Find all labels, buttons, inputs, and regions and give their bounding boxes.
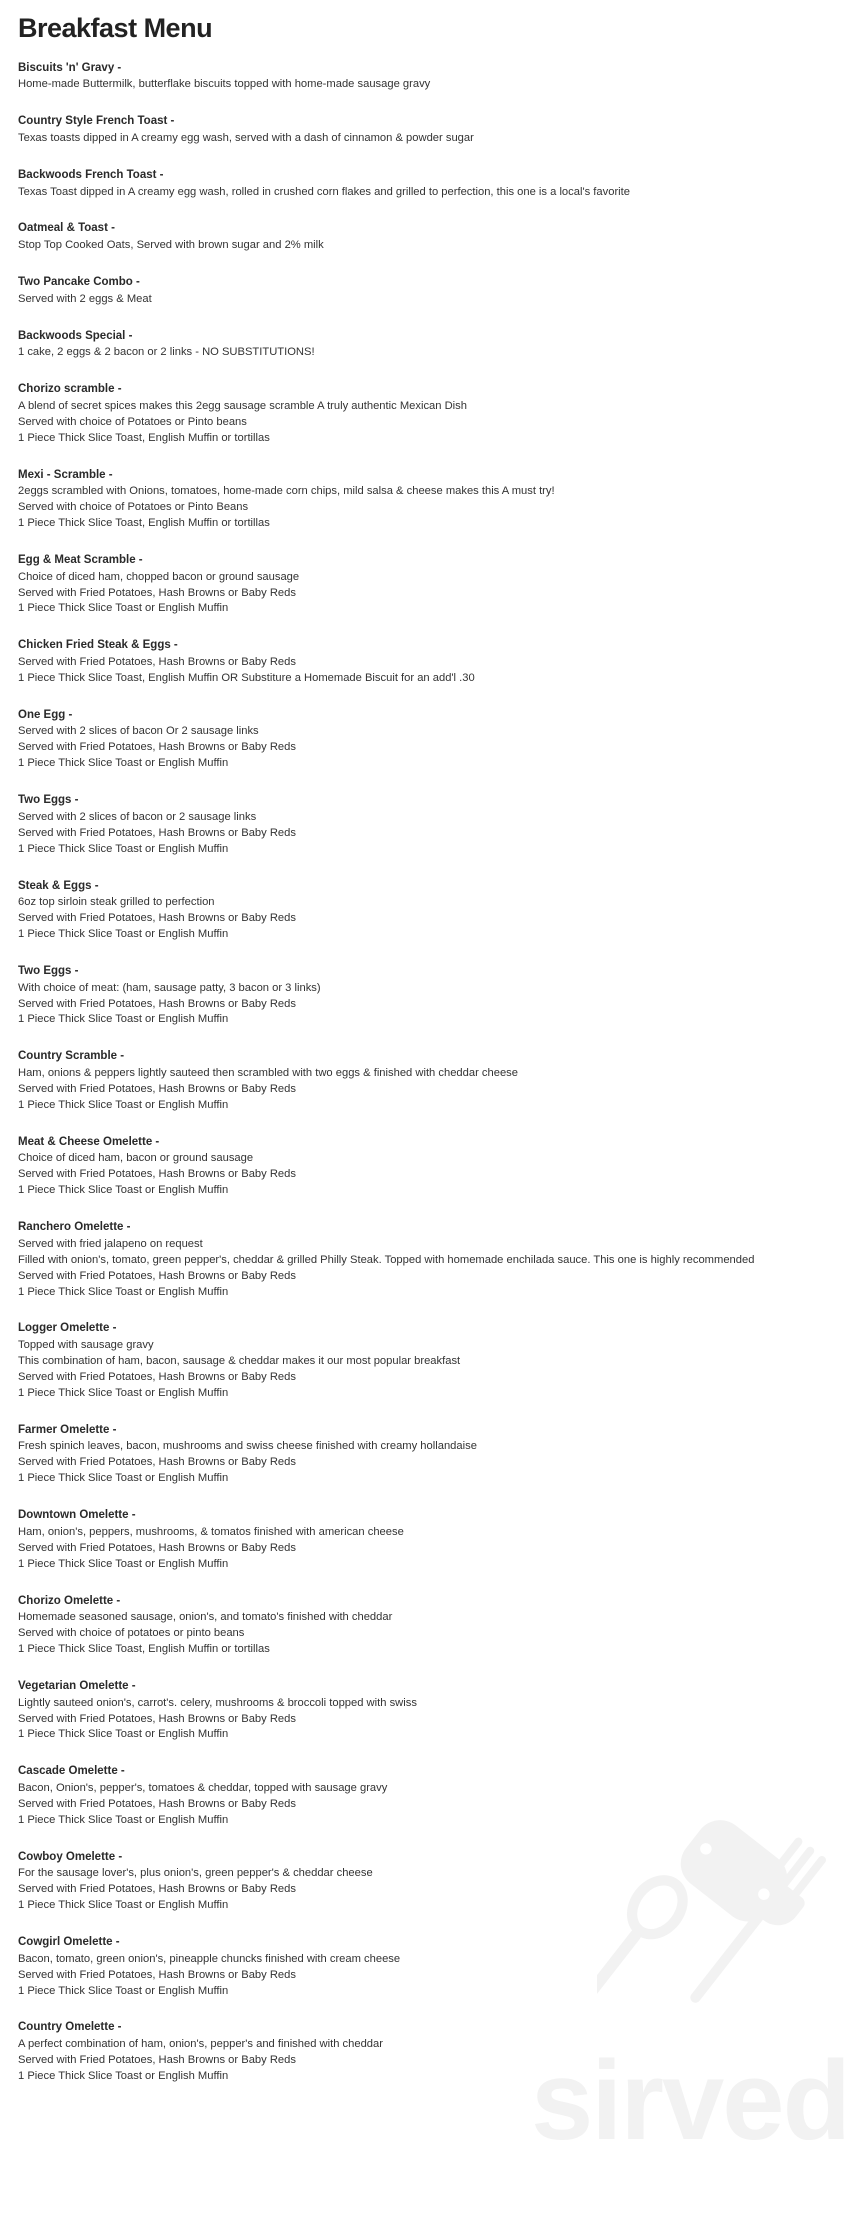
- menu-item-description-line: Served with 2 eggs & Meat: [18, 292, 152, 305]
- menu-item-description-line: 1 Piece Thick Slice Toast or English Muffin: [18, 1984, 229, 1997]
- menu-item-description-line: Served with Fried Potatoes, Hash Browns or Baby Reds: [18, 997, 296, 1010]
- menu-item-name: Cowboy Omelette -: [18, 1850, 123, 1863]
- menu-item-name: Chorizo scramble -: [18, 383, 122, 396]
- menu-item-name: Cascade Omelette -: [18, 1765, 125, 1778]
- menu-item-description-line: 1 Piece Thick Slice Toast or English Muffin: [18, 1184, 229, 1197]
- menu-item: [18, 792, 835, 857]
- menu-item: [18, 167, 835, 201]
- menu-item-name: Logger Omelette -: [18, 1322, 117, 1335]
- menu-item-name: Biscuits 'n' Gravy -: [18, 61, 122, 74]
- menu-item-description-line: 1 Piece Thick Slice Toast, English Muffin or tortillas: [18, 517, 270, 530]
- menu-item-description-line: 1 Piece Thick Slice Toast or English Muffin: [18, 1013, 229, 1026]
- menu-item-description-line: Bacon, tomato, green onion's, pineapple chuncks finished with cream cheese: [18, 1952, 401, 1965]
- menu-item: [18, 1593, 835, 1658]
- menu-item-name: Downtown Omelette -: [18, 1509, 136, 1522]
- menu-item-description-line: Served with choice of potatoes or pinto beans: [18, 1627, 245, 1640]
- menu-item-description-line: Served with Fried Potatoes, Hash Browns or Baby Reds: [18, 1883, 296, 1896]
- menu-item-description-line: Served with 2 slices of bacon or 2 sausage links: [18, 810, 257, 823]
- menu-item-description-line: Served with Fried Potatoes, Hash Browns or Baby Reds: [18, 1082, 296, 1095]
- menu-item-description-line: 1 Piece Thick Slice Toast or English Muffin: [18, 757, 229, 770]
- menu-item-description-line: A blend of secret spices makes this 2egg sausage scramble A truly authentic Mexican Dish: [18, 399, 467, 412]
- menu-item-name: Country Style French Toast -: [18, 115, 175, 128]
- menu-item: [18, 1678, 835, 1743]
- menu-item-description-line: 1 Piece Thick Slice Toast or English Muffin: [18, 1472, 229, 1485]
- menu-item-description-line: 1 Piece Thick Slice Toast, English Muffin OR Substiture a Homemade Biscuit for an add'l .30: [18, 671, 475, 684]
- menu-item-name: Ranchero Omelette -: [18, 1221, 131, 1234]
- menu-item-description-line: Served with Fried Potatoes, Hash Browns or Baby Reds: [18, 2054, 296, 2067]
- menu-item-name: Farmer Omelette -: [18, 1423, 117, 1436]
- menu-item-name: Egg & Meat Scramble -: [18, 553, 143, 566]
- menu-item: [18, 1422, 835, 1487]
- menu-item-description-line: Served with choice of Potatoes or Pinto Beans: [18, 501, 249, 514]
- menu-item-description-line: Served with Fried Potatoes, Hash Browns or Baby Reds: [18, 741, 296, 754]
- menu-item: [18, 60, 835, 94]
- menu-item-description-line: 1 Piece Thick Slice Toast or English Muffin: [18, 842, 229, 855]
- menu-item-description-line: 1 Piece Thick Slice Toast or English Muffin: [18, 928, 229, 941]
- menu-item-name: Backwoods Special -: [18, 329, 133, 342]
- menu-item-description-line: Texas Toast dipped in A creamy egg wash, rolled in crushed corn flakes and grilled to perfection, this one is a local's favorite: [18, 185, 630, 198]
- menu-item-description-line: Homemade seasoned sausage, onion's, and tomato's finished with cheddar: [18, 1611, 393, 1624]
- menu-item: [18, 878, 835, 943]
- menu-item: [18, 1507, 835, 1572]
- menu-item: [18, 328, 835, 362]
- menu-item: [18, 2019, 835, 2084]
- menu-item-description-line: Fresh spinich leaves, bacon, mushrooms and swiss cheese finished with creamy hollandaise: [18, 1440, 477, 1453]
- menu-item-description-line: 1 Piece Thick Slice Toast or English Muffin: [18, 2069, 229, 2082]
- menu-item-name: Chicken Fried Steak & Eggs -: [18, 639, 178, 652]
- menu-item-name: Two Pancake Combo -: [18, 276, 140, 288]
- menu-item-description-line: Served with Fried Potatoes, Hash Browns or Baby Reds: [18, 1269, 296, 1282]
- menu-item-description-line: 1 Piece Thick Slice Toast or English Muffin: [18, 602, 229, 615]
- menu-item: [18, 1219, 835, 1300]
- menu-item-description-line: Ham, onions & peppers lightly sauteed then scrambled with two eggs & finished with cheddar cheese: [18, 1067, 518, 1080]
- menu-item-description-line: Home-made Buttermilk, butterflake biscuits topped with home-made sausage gravy: [18, 78, 431, 91]
- menu-item-description-line: Served with Fried Potatoes, Hash Browns or Baby Reds: [18, 1541, 296, 1554]
- menu-item-name: Vegetarian Omelette -: [18, 1679, 136, 1692]
- menu-item-description-line: Bacon, Onion's, pepper's, tomatoes & cheddar, topped with sausage gravy: [18, 1781, 388, 1794]
- menu-item-description-line: With choice of meat: (ham, sausage patty, 3 bacon or 3 links): [18, 981, 321, 994]
- menu-item-description-line: 1 Piece Thick Slice Toast or English Muffin: [18, 1098, 229, 1111]
- menu-item: [18, 637, 835, 686]
- menu-item-description-line: 1 Piece Thick Slice Toast, English Muffin or tortillas: [18, 1643, 270, 1656]
- menu-item: [18, 707, 835, 772]
- menu-item-name: Country Omelette -: [18, 2021, 122, 2034]
- menu-item-name: Oatmeal & Toast -: [18, 222, 115, 235]
- menu-item-list: [18, 60, 835, 2085]
- menu-item-description-line: 1 Piece Thick Slice Toast, English Muffin or tortillas: [18, 431, 270, 444]
- menu-item: [18, 220, 835, 254]
- menu-item-name: Meat & Cheese Omelette -: [18, 1135, 160, 1148]
- menu-item-description-line: Served with Fried Potatoes, Hash Browns or Baby Reds: [18, 1370, 296, 1383]
- menu-item-description-line: Served with Fried Potatoes, Hash Browns or Baby Reds: [18, 912, 296, 925]
- menu-item-description-line: Served with Fried Potatoes, Hash Browns or Baby Reds: [18, 826, 296, 839]
- menu-item-description-line: Served with Fried Potatoes, Hash Browns or Baby Reds: [18, 1797, 296, 1810]
- menu-item-description-line: A perfect combination of ham, onion's, pepper's and finished with cheddar: [18, 2038, 383, 2051]
- menu-item-description-line: This combination of ham, bacon, sausage & cheddar makes it our most popular breakfast: [18, 1355, 461, 1368]
- menu-item-description-line: 2eggs scrambled with Onions, tomatoes, home-made corn chips, mild salsa & cheese makes this A must try!: [18, 485, 555, 498]
- menu-item-name: Chorizo Omelette -: [18, 1594, 121, 1607]
- menu-item: [18, 467, 835, 532]
- menu-item-name: One Egg -: [18, 708, 73, 721]
- menu-item: [18, 1320, 835, 1401]
- menu-item-description-line: 1 Piece Thick Slice Toast or English Muffin: [18, 1728, 229, 1741]
- menu-item: [18, 1849, 835, 1914]
- menu-item-name: Mexi - Scramble -: [18, 468, 113, 481]
- menu-item-description-line: Served with Fried Potatoes, Hash Browns or Baby Reds: [18, 1456, 296, 1469]
- menu-item: [18, 274, 835, 308]
- menu-item-description-line: 1 Piece Thick Slice Toast or English Muffin: [18, 1386, 229, 1399]
- menu-item-description-line: 1 Piece Thick Slice Toast or English Muffin: [18, 1899, 229, 1912]
- watermark-wordmark: sirved: [531, 2038, 849, 2163]
- menu-item-description-line: 1 Piece Thick Slice Toast or English Muffin: [18, 1813, 229, 1826]
- menu-item: [18, 1048, 835, 1113]
- menu-item-name: Two Eggs -: [18, 794, 79, 807]
- menu-item: [18, 113, 835, 147]
- menu-item-name: Steak & Eggs -: [18, 879, 99, 892]
- menu-item-description-line: Served with 2 slices of bacon Or 2 sausage links: [18, 725, 259, 738]
- menu-item-description-line: Ham, onion's, peppers, mushrooms, & tomatos finished with american cheese: [18, 1525, 404, 1538]
- menu-item-description-line: Served with Fried Potatoes, Hash Browns or Baby Reds: [18, 1712, 296, 1725]
- menu-item: [18, 381, 835, 446]
- menu-item-description-line: 1 Piece Thick Slice Toast or English Muffin: [18, 1557, 229, 1570]
- menu-item-description-line: Served with Fried Potatoes, Hash Browns or Baby Reds: [18, 1968, 296, 1981]
- menu-item: [18, 1934, 835, 1999]
- menu-item-description-line: Choice of diced ham, chopped bacon or ground sausage: [18, 570, 300, 583]
- menu-item-description-line: 6oz top sirloin steak grilled to perfection: [18, 896, 215, 909]
- menu-item-description-line: Served with choice of Potatoes or Pinto beans: [18, 415, 247, 428]
- menu-item-description-line: Choice of diced ham, bacon or ground sausage: [18, 1152, 254, 1165]
- menu-item-name: Two Eggs -: [18, 964, 79, 977]
- menu-item-name: Country Scramble -: [18, 1050, 125, 1063]
- menu-item: [18, 1763, 835, 1828]
- menu-item-description-line: Served with Fried Potatoes, Hash Browns or Baby Reds: [18, 656, 296, 668]
- menu-item: [18, 1134, 835, 1199]
- menu-item-description-line: Topped with sausage gravy: [18, 1339, 154, 1352]
- menu-item-description-line: For the sausage lover's, plus onion's, green pepper's & cheddar cheese: [18, 1867, 373, 1880]
- page-title: Breakfast Menu: [18, 13, 213, 43]
- menu-item-description-line: 1 cake, 2 eggs & 2 bacon or 2 links - NO SUBSTITUTIONS!: [18, 346, 315, 359]
- menu-item-description-line: Served with Fried Potatoes, Hash Browns or Baby Reds: [18, 586, 296, 599]
- menu-item-description-line: Texas toasts dipped in A creamy egg wash, served with a dash of cinnamon & powder sugar: [18, 131, 474, 144]
- menu-item: [18, 963, 835, 1028]
- menu-item-description-line: Served with fried jalapeno on request: [18, 1237, 203, 1250]
- menu-item-description-line: Served with Fried Potatoes, Hash Browns or Baby Reds: [18, 1168, 296, 1181]
- menu-item-description-line: Stop Top Cooked Oats, Served with brown sugar and 2% milk: [18, 239, 324, 252]
- menu-item: [18, 552, 835, 617]
- menu-item-description-line: Filled with onion's, tomato, green pepper's, cheddar & grilled Philly Steak. Topped with homemade enchilada sauce. This one is highly recommended: [18, 1253, 755, 1266]
- menu-item-description-line: 1 Piece Thick Slice Toast or English Muffin: [18, 1285, 229, 1298]
- menu-item-name: Backwoods French Toast -: [18, 168, 164, 181]
- menu-item-name: Cowgirl Omelette -: [18, 1936, 120, 1949]
- menu-item-description-line: Lightly sauteed onion's, carrot's. celery, mushrooms & broccoli topped with swiss: [18, 1696, 417, 1709]
